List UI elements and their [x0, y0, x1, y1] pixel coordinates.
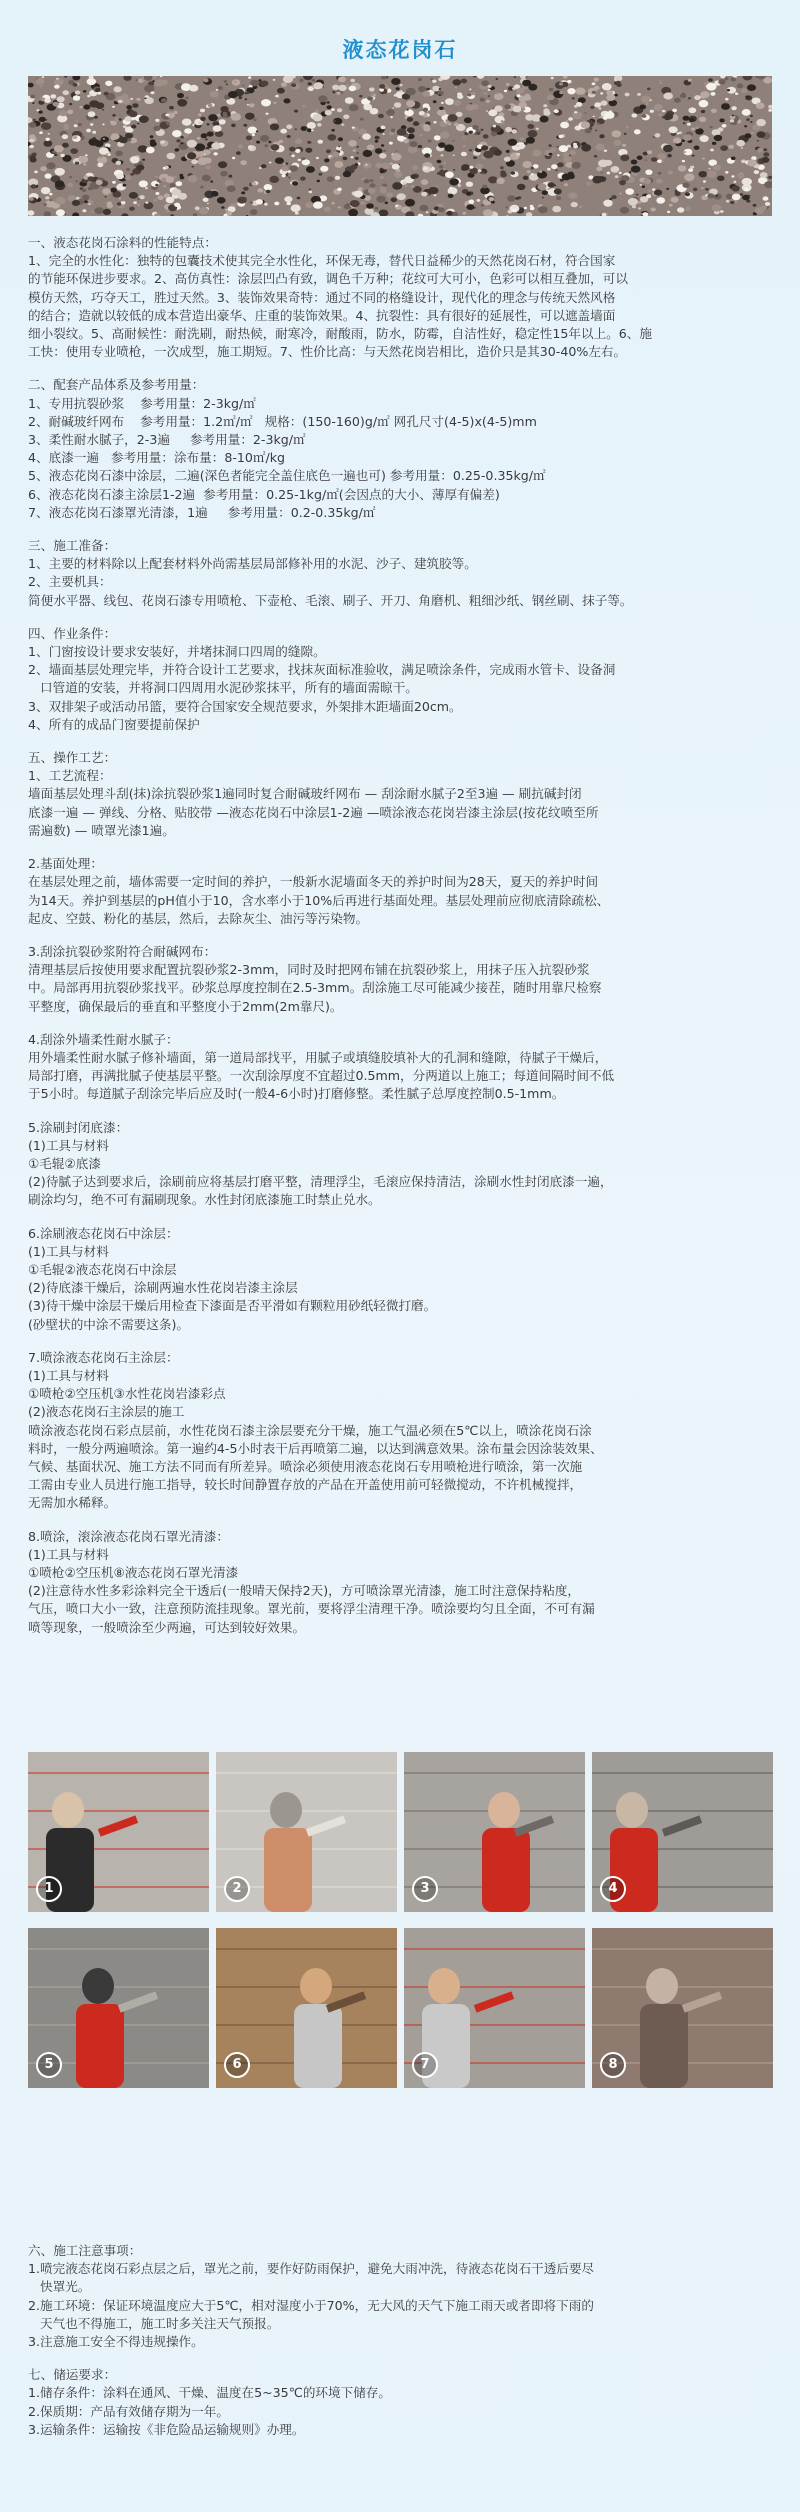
section-line: (2)注意待水性多彩涂料完全干透后(一般晴天保持2天)，方可喷涂罩光清漆，施工时注意保持粘度，: [28, 1583, 581, 1599]
section: [28, 1031, 772, 1104]
granite-texture-image: [28, 76, 772, 216]
section-heading: 6.涂刷液态花岗石中涂层：: [28, 1225, 179, 1241]
section-line: 墙面基层处理斗刮(抹)涂抗裂砂浆1遍同时复合耐碱玻纤网布 — 刮涂耐水腻子2至3遍 — 刷抗碱封闭: [28, 786, 582, 802]
section-line: 2.施工环境：保证环境温度应大于5℃，相对湿度小于70%，无大风的天气下施工雨天或者即将下雨的: [28, 2297, 594, 2313]
section-heading: 三、施工准备：: [28, 538, 117, 554]
section-line: 底漆一遍 — 弹线、分格、贴胶带 —液态花岗石中涂层1-2遍 —喷涂液态花岗岩漆主涂层(按花纹喷至所: [28, 804, 599, 820]
section-line: 刷涂均匀，绝不可有漏刷现象。水性封闭底漆施工时禁止兑水。: [28, 1192, 381, 1208]
section-line: (1)工具与材料: [28, 1367, 109, 1383]
section: [28, 234, 772, 361]
photo-number: 6: [224, 2052, 250, 2078]
section-heading: 3.刮涂抗裂砂浆附符合耐碱网布：: [28, 943, 217, 959]
section-line: 4、所有的成品门窗要提前保护: [28, 716, 200, 732]
photo-number: 5: [36, 2052, 62, 2078]
page-title: 液态花岗石: [342, 38, 458, 62]
section-line: 工快：使用专业喷枪，一次成型，施工期短。7、性价比高：与天然花岗岩相比，造价只是其30-40%左右。: [28, 344, 627, 360]
section-line: 气压，喷口大小一致，注意预防流挂现象。罩光前，要将浮尘清理干净。喷涂要均匀且全面，不可有漏: [28, 1601, 595, 1617]
section-line: 1、主要的材料除以上配套材料外尚需基层局部修补用的水泥、沙子、建筑胶等。: [28, 556, 477, 572]
photo-number: 3: [412, 1876, 438, 1902]
section-line: 1、门窗按设计要求安装好，并堵抹洞口四周的缝隙。: [28, 644, 326, 660]
section-heading: 六、施工注意事项：: [28, 2243, 142, 2258]
section-heading: 五、操作工艺：: [28, 750, 117, 766]
section-line: ①喷枪②空压机⑧液态花岗石罩光清漆: [28, 1565, 239, 1580]
section-line: 2.保质期：产品有效储存期为一年。: [28, 2403, 229, 2419]
section-line: 2、耐碱玻纤网布 参考用量：1.2㎡/㎡ 规格：(150-160)g/㎡ 网孔尺寸(4-5)x(4-5)mm: [28, 413, 537, 429]
section-line: 1.喷完液态花岗石彩点层之后，罩光之前，要作好防雨保护，避免大雨冲洗，待液态花岗石干透后要尽: [28, 2261, 595, 2277]
section-line: 快罩光。: [28, 2279, 91, 2295]
construction-photos: [28, 1752, 772, 2222]
main-text: [28, 234, 772, 1652]
section-line: 细小裂纹。5、高耐候性：耐洗刷，耐热候，耐寒冷，耐酸雨，防水，防霉，自洁性好，稳定性15年以上。6、施: [28, 326, 652, 342]
section: [28, 625, 772, 734]
section-line: 工需由专业人员进行施工指导，较长时间静置存放的产品在开盖使用前可轻微搅动，不许机械搅拌，: [28, 1477, 583, 1493]
photo-number: 2: [224, 1876, 250, 1902]
section: [28, 749, 772, 840]
section-line: (2)待底漆干燥后，涂刷两遍水性花岗岩漆主涂层: [28, 1280, 298, 1296]
section-line: ①毛辊②液态花岗石中涂层: [28, 1261, 177, 1277]
section-heading: 二、配套产品体系及参考用量：: [28, 377, 205, 393]
section-line: (砂壁状的中涂不需要这条)。: [28, 1316, 189, 1332]
section-line: 天气也不得施工，施工时多关注天气预报。: [28, 2315, 280, 2331]
section-line: 为14天。养护到基层的pH值小于10，含水率小于10%后再进行基面处理。基层处理前应彻底清除疏松、: [28, 892, 610, 908]
construction-photo: [216, 1752, 397, 1912]
section-line: 气候、基面状况、施工方法不同而有所差异。喷涂必须使用液态花岗石专用喷枪进行喷涂，第一次施: [28, 1458, 583, 1474]
section-line: 需遍数) — 喷罩光漆1遍。: [28, 822, 175, 838]
section: [28, 1349, 772, 1513]
section-line: 7、液态花岗石漆罩光清漆，1遍 参考用量：0.2-0.35kg/㎡: [28, 504, 376, 520]
section-line: 1、工艺流程：: [28, 768, 112, 784]
construction-photo: [592, 1928, 773, 2088]
section-heading: 四、作业条件：: [28, 625, 117, 641]
section-line: 2、主要机具：: [28, 574, 112, 590]
section-line: 的节能环保进步要求。2、高仿真性：涂层凹凸有致，调色千万种；花纹可大可小，色彩可以相互叠加，可以: [28, 271, 628, 287]
construction-photo: [404, 1752, 585, 1912]
section-heading: 8.喷涂，滚涂液态花岗石罩光清漆：: [28, 1528, 229, 1544]
section-line: 简便水平器、线包、花岗石漆专用喷枪、下壶枪、毛滚、刷子、开刀、角磨机、粗细沙纸、钢丝刷、抹子等。: [28, 592, 633, 608]
section-line: ①毛辊②底漆: [28, 1155, 101, 1171]
construction-photo: [216, 1928, 397, 2088]
section: [28, 376, 772, 522]
bottom-text: [28, 2242, 772, 2454]
section-line: 3、双排架子或活动吊篮，要符合国家安全规范要求，外架排木距墙面20cm。: [28, 698, 462, 714]
section-line: 喷等现象，一般喷涂至少两遍，可达到较好效果。: [28, 1619, 306, 1635]
section-line: 3.运输条件：运输按《非危险品运输规则》办理。: [28, 2421, 305, 2437]
section-line: 2、墙面基层处理完毕，并符合设计工艺要求，找抹灰面标准验收，满足喷涂条件，完成雨水管卡、设备洞: [28, 662, 616, 678]
section-heading: 一、液态花岗石涂料的性能特点：: [28, 235, 217, 250]
section-line: 的结合；造就以较低的成本营造出豪华、庄重的装饰效果。4、抗裂性：具有很好的延展性，可以遮盖墙面: [28, 307, 616, 323]
section-line: 1、专用抗裂砂浆 参考用量：2-3kg/㎡: [28, 395, 256, 411]
section-line: 在基层处理之前，墙体需要一定时间的养护，一般新水泥墙面冬天的养护时间为28天，夏天的养护时间: [28, 874, 599, 890]
section-line: 清理基层后按使用要求配置抗裂砂浆2-3mm，同时及时把网布铺在抗裂砂浆上，用抹子压入抗裂砂浆: [28, 962, 590, 978]
section-line: (2)待腻子达到要求后，涂刷前应将基层打磨平整，清理浮尘，毛滚应保持清洁，涂刷水性封闭底漆一遍，: [28, 1174, 613, 1190]
section-line: (3)待干燥中涂层干燥后用检查下漆面是否平滑如有颗粒用砂纸轻微打磨。: [28, 1298, 437, 1314]
section: [28, 943, 772, 1016]
section-line: 4、底漆一遍 参考用量：涂布量：8-10㎡/kg: [28, 450, 286, 466]
photo-number: 7: [412, 2052, 438, 2078]
construction-photo: [28, 1928, 209, 2088]
photo-number: 4: [600, 1876, 626, 1902]
section-line: 无需加水稀释。: [28, 1495, 117, 1511]
section-line: 用外墙柔性耐水腻子修补墙面，第一道局部找平，用腻子或填缝胶填补大的孔洞和缝隙，待腻子干燥后，: [28, 1049, 608, 1065]
section: [28, 2366, 772, 2439]
section-heading: 7.喷涂液态花岗石主涂层：: [28, 1349, 179, 1365]
construction-photo: [404, 1928, 585, 2088]
section-line: 模仿天然，巧夺天工，胜过天然。3、装饰效果奇特：通过不同的格缝设计，现代化的理念与传统天然风格: [28, 289, 616, 305]
section-heading: 七、储运要求：: [28, 2367, 117, 2383]
section: [28, 2242, 772, 2351]
section: [28, 1528, 772, 1637]
section-heading: 4.刮涂外墙柔性耐水腻子：: [28, 1031, 179, 1047]
section-line: 于5小时。每道腻子刮涂完毕后应及时(一般4-6小时)打磨修整。柔性腻子总厚度控制0.5-1mm。: [28, 1086, 565, 1102]
construction-photo: [28, 1752, 209, 1912]
section-line: 5、液态花岗石漆中涂层，二遍(深色者能完全盖住底色一遍也可) 参考用量：0.25-0.35kg/㎡: [28, 468, 546, 484]
section-line: (1)工具与材料: [28, 1243, 109, 1259]
section-line: 1、完全的水性化：独特的包囊技术使其完全水性化，环保无毒，替代日益稀少的天然花岗石材，符合国家: [28, 253, 616, 269]
section-line: 3.注意施工安全不得违规操作。: [28, 2334, 204, 2350]
section-line: 料时，一般分两遍喷涂。第一遍约4-5小时表干后再喷第二遍，以达到满意效果。涂布量会因涂装效果、: [28, 1440, 603, 1456]
section-line: 口管道的安装，并将洞口四周用水泥砂浆抹平，所有的墙面需晾干。: [28, 680, 418, 696]
section-line: 平整度，确保最后的垂直和平整度小于2mm(2m靠尺)。: [28, 998, 343, 1014]
section-line: (1)工具与材料: [28, 1546, 109, 1562]
photo-number: 1: [36, 1876, 62, 1902]
construction-photo: [592, 1752, 773, 1912]
section: [28, 1225, 772, 1334]
section-line: 1.储存条件：涂料在通风、干燥、温度在5~35℃的环境下储存。: [28, 2385, 391, 2401]
section-line: 3、柔性耐水腻子，2-3遍 参考用量：2-3kg/㎡: [28, 432, 306, 448]
section: [28, 855, 772, 928]
section-line: 6、液态花岗石漆主涂层1-2遍 参考用量：0.25-1kg/㎡(会因点的大小、薄厚有偏差): [28, 486, 500, 502]
section-heading: 5.涂刷封闭底漆：: [28, 1119, 129, 1135]
section-line: (1)工具与材料: [28, 1137, 109, 1153]
photo-number: 8: [600, 2052, 626, 2078]
section-line: ①喷枪②空压机③水性花岗岩漆彩点: [28, 1386, 226, 1402]
section-line: 局部打磨，再满批腻子使基层平整。一次刮涂厚度不宜超过0.5mm，分两道以上施工；每道间隔时间不低: [28, 1068, 615, 1084]
section-line: 起皮、空鼓、粉化的基层，然后，去除灰尘、油污等污染物。: [28, 910, 369, 926]
section-line: 喷涂液态花岗石彩点层前，水性花岗石漆主涂层要充分干燥，施工气温必须在5℃以上，喷涂花岗石涂: [28, 1422, 592, 1438]
section: [28, 1119, 772, 1210]
section-line: 中。局部再用抗裂砂浆找平。砂浆总厚度控制在2.5-3mm。刮涂施工尽可能减少接茬，随时用靠尺检察: [28, 980, 602, 996]
section: [28, 537, 772, 610]
section-heading: 2.基面处理：: [28, 856, 103, 872]
section-line: (2)液态花岗石主涂层的施工: [28, 1404, 185, 1420]
